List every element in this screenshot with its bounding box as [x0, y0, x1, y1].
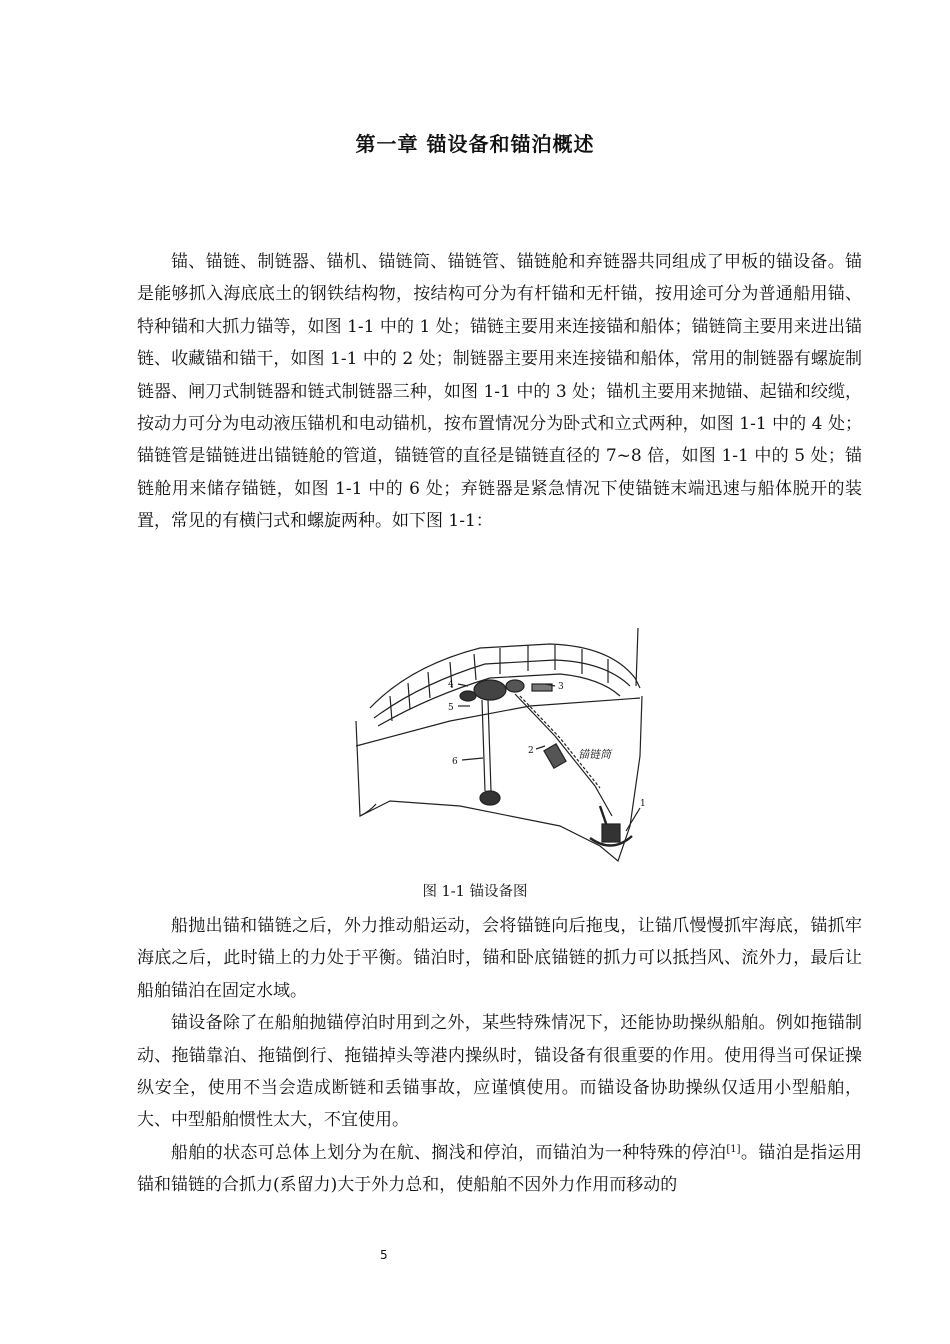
- handwritten-note: 锚链筒: [578, 748, 611, 761]
- callout-3: 3: [558, 682, 564, 692]
- paragraph-with-citation: [137, 1137, 862, 1202]
- ship-bow-drawing: [350, 626, 655, 871]
- body-paragraphs: [137, 910, 862, 1202]
- chapter-title: 第一章 锚设备和锚泊概述: [355, 132, 595, 156]
- paragraph-text: 船舶的状态可总体上划分为在航、搁浅和停泊，而锚泊为一种特殊的停泊: [171, 1142, 727, 1163]
- hull-chine: [360, 804, 376, 816]
- bulwark-top: [370, 644, 640, 708]
- hull-outline: [356, 696, 642, 861]
- callout-6: 6: [452, 757, 458, 767]
- callout-1: 1: [640, 799, 646, 809]
- mast-line: [636, 628, 638, 686]
- paragraph: 锚、锚链、制链器、锚机、锚链筒、锚链管、锚链舱和弃链器共同组成了甲板的锚设备。锚是能够抓入海底底土的钢铁结构物，按结构可分为有杆锚和无杆锚，按用途可分为普通船用锚、特种锚和大抓力锚等，如图 1-1 中的 1 处；锚链主要用来连接锚和船体；锚链筒主要用来进出锚链、收藏锚和锚干，如图 1-1 中的 2 处；制链器主要用来连接锚和船体，常用的制链器有螺旋制链器、闸刀式制链器和链式制链器三种，如图 1-1 中的 3 处；锚机主要用来抛锚、起锚和绞缆，按动力可分为电动液压锚机和电动锚机，按布置情况分为卧式和立式两种，如图 1-1 中的 4 处；锚链管是锚链进出锚链舱的管道，锚链管的直径是锚链直径的 7~8 倍，如图 1-1 中的 5 处；锚链舱用来储存锚链，如图 1-1 中的 6 处；弃链器是紧急情况下使锚链末端迅速与船体脱开的装置，常见的有横闩式和螺旋两种。如下图 1-1：: [137, 252, 862, 532]
- callout-4: 4: [448, 680, 454, 690]
- callout-2: 2: [528, 746, 534, 756]
- callout-5: 5: [448, 703, 454, 713]
- paragraph-tail: 。锚泊是指运用锚和锚链的合抓力(系留力)大于外力总和，使船舶不因外力作用而移动的: [137, 1142, 863, 1196]
- figure-caption: 图 1-1 锚设备图: [422, 884, 528, 900]
- citation-ref[interactable]: [1]: [726, 1143, 741, 1155]
- intro-paragraphs: [137, 246, 862, 538]
- chain-locker: [480, 791, 500, 805]
- chain-pipe: [482, 700, 485, 791]
- page-number: 5: [380, 1248, 388, 1262]
- anchor-equipment-figure: [350, 626, 655, 871]
- paragraph: 船抛出锚和锚链之后，外力推动船运动，会将锚链向后拖曳，让锚爪慢慢抓牢海底，锚抓牢海底之后，此时锚上的力处于平衡。锚泊时，锚和卧底锚链的抓力可以抵挡风、流外力，最后让船舶锚泊在固定水域。: [137, 916, 862, 1001]
- hawse-pipe: [544, 744, 566, 768]
- windlass: [474, 680, 506, 700]
- paragraph: 锚设备除了在船舶抛锚停泊时用到之外，某些特殊情况下，还能协助操纵船舶。例如拖锚制动、拖锚靠泊、拖锚倒行、拖锚掉头等港内操纵时，锚设备有很重要的作用。使用得当可保证操纵安全，使用不当会造成断链和丢锚事故，应谨慎使用。而锚设备协助操纵仅适用小型船舶，大、中型船舶惯性太大，不宜使用。: [137, 1013, 862, 1131]
- sheer-line: [356, 698, 640, 746]
